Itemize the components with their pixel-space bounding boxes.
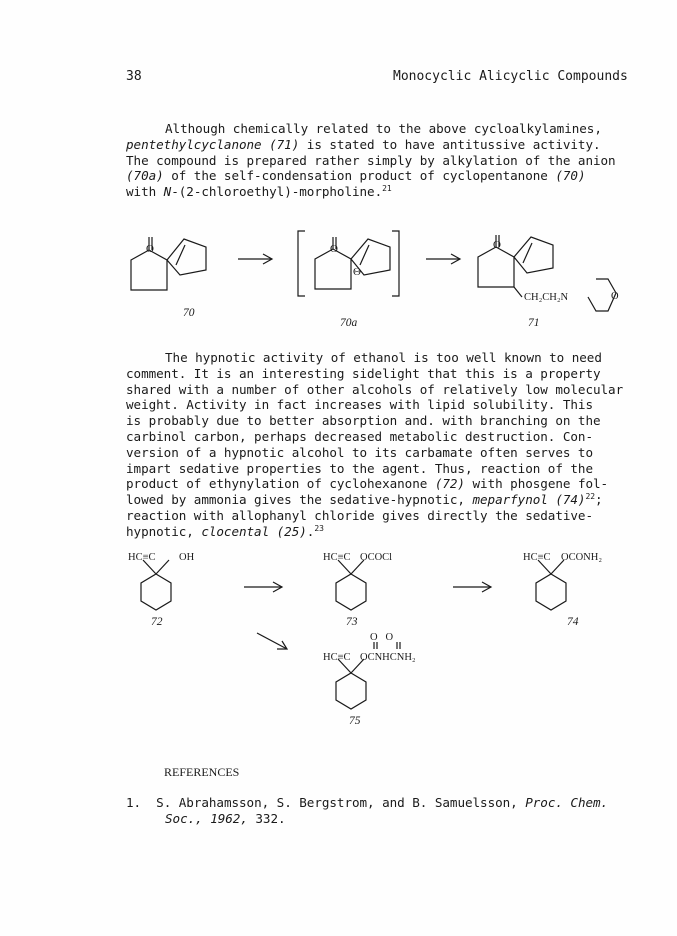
compound-ref: (70) [555, 168, 586, 184]
reaction-arrow [244, 582, 282, 592]
text-line: reaction with allophanyl chloride gives directly the sedative- [126, 507, 593, 523]
formula-fragment: HC≡C [128, 552, 156, 563]
formula-fragment: OCOCl [360, 552, 393, 563]
text-line: The hypnotic activity of ethanol is too well known to need [165, 350, 602, 365]
text-line: with N-(2-chloroethyl)-morpholine.$^{21}$ [126, 184, 392, 200]
compound-label-70a: 70a [340, 317, 358, 329]
running-title: Monocyclic Alicyclic Compounds [393, 69, 628, 84]
formula-fragment: HC≡C [323, 552, 351, 563]
compound-ref: (70a) [126, 168, 164, 184]
text-line: pentethylcyclanone (71) is stated to have antitussive activity. [126, 136, 601, 152]
reference-number: 1. [126, 795, 142, 810]
text-line: weight. Activity in fact increases with lipid solubility. This [126, 397, 593, 413]
text-line: is probably due to better absorption and. with branching on the [126, 413, 601, 429]
formula-fragment: OH [179, 552, 195, 563]
text-line: hypnotic, clocental (25).$^{23}$ [126, 523, 324, 539]
text-line: comment. It is an interesting sidelight that this is a property [126, 365, 601, 381]
reaction-arrow-diagonal [257, 633, 287, 649]
formula-fragment: HC≡C [523, 552, 551, 563]
text-line: shared with a number of other alcohols of relatively low molecular [126, 381, 624, 397]
citation-superscript: 21 [382, 184, 392, 194]
compound-label-73: 73 [346, 616, 358, 628]
compound-label-70: 70 [183, 307, 195, 319]
compound-name: clocental (25) [201, 523, 307, 539]
text-line: Although chemically related to the above cycloalkylamines, [165, 121, 602, 136]
compound-73-structure [336, 560, 366, 610]
page-number: 38 [126, 69, 142, 84]
references-heading: REFERENCES [164, 765, 240, 779]
carbonyl-oxygen: O [493, 239, 501, 251]
side-chain-label: CH₂CH₂N [524, 292, 569, 303]
paragraph-intro [126, 121, 631, 200]
compound-label-74: 74 [567, 616, 579, 628]
compound-74-structure [536, 560, 566, 610]
compound-name: meparfynol (74) [472, 492, 586, 508]
carbonyl-oxygen: O [146, 243, 154, 255]
paragraph-hypnotics [126, 350, 631, 540]
compound-name: pentethylcyclanone (71) [126, 136, 300, 152]
citation-superscript: 22 [585, 492, 596, 502]
compound-label-75: 75 [349, 715, 361, 727]
formula-fragment: HC≡C [323, 652, 351, 663]
reaction-arrow [426, 254, 460, 264]
compound-72-structure [141, 560, 171, 610]
formula-fragment: OCNHCNH₂ [360, 652, 416, 663]
reaction-scheme-2 [0, 545, 677, 730]
reaction-arrow [238, 254, 272, 264]
citation-superscript: 23 [314, 523, 324, 533]
formula-fragment: OCONH₂ [561, 552, 602, 563]
morpholine-oxygen: O [611, 291, 619, 302]
journal-name: Proc. Chem. [525, 795, 609, 810]
text-line: impart sedative properties to the agent. Thus, reaction of the [126, 460, 593, 476]
carbonyl-oxygen: O [330, 243, 338, 255]
text-line: carbinol carbon, perhaps decreased metabolic destruction. Con- [126, 428, 593, 444]
compound-70-structure [131, 237, 206, 290]
compound-ref: (72) [434, 476, 465, 492]
text-line: product of ethynylation of cyclohexanone (72) with phosgene fol- [126, 476, 609, 492]
anion-charge: Θ [353, 266, 361, 278]
reaction-arrow [453, 582, 491, 592]
compound-70a-structure [298, 231, 399, 296]
formula-fragment: O O [370, 632, 394, 643]
text-line: lowed by ammonia gives the sedative-hypnotic, meparfynol $(74)^{22}$; [126, 492, 603, 508]
reaction-scheme-1 [0, 215, 677, 340]
compound-label-71: 71 [528, 317, 540, 329]
text-line: version of a hypnotic alcohol to its carbamate often serves to [126, 444, 593, 460]
text-line: The compound is prepared rather simply by alkylation of the anion [126, 152, 616, 168]
compound-label-72: 72 [151, 616, 163, 628]
text-line: (70a) of the self-condensation product of cyclopentanone (70) [126, 168, 586, 184]
reference-item: 1. S. Abrahamsson, S. Bergstrom, and B. Samuelsson, Proc. Chem. Soc., 1962, 332. [126, 795, 609, 826]
